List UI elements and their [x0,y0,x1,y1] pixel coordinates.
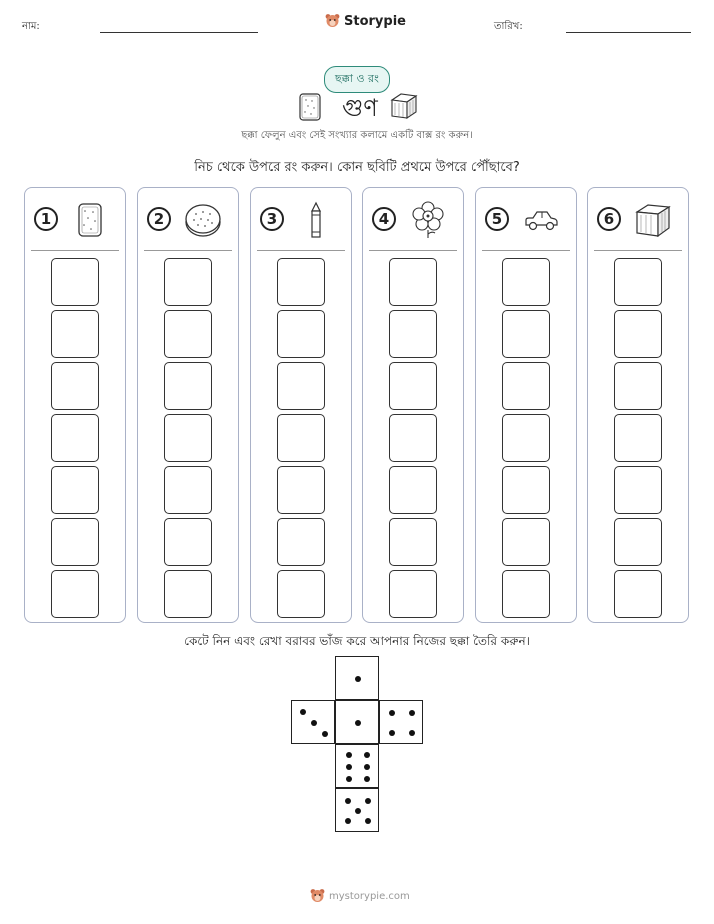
color-box[interactable] [502,258,550,306]
name-line[interactable] [100,32,258,33]
color-box[interactable] [51,362,99,410]
cookie-icon [184,201,222,239]
column-divider [144,250,232,251]
die-pip [300,709,306,715]
color-box[interactable] [502,310,550,358]
color-box[interactable] [164,414,212,462]
dice-column [587,187,689,623]
die-pip [364,752,370,758]
instruction-text: ছক্কা ফেলুন এবং সেই সংখ্যার কলামে একটি বাক্স রং করুন। [241,130,473,141]
color-box[interactable] [389,570,437,618]
color-box[interactable] [277,362,325,410]
question-text: নিচ থেকে উপরে রং করুন। কোন ছবিটি প্রথমে উপরে পৌঁছাবে? [194,160,520,175]
color-box[interactable] [277,466,325,514]
color-box[interactable] [164,362,212,410]
color-box[interactable] [164,258,212,306]
color-box[interactable] [51,570,99,618]
die-pip [345,798,351,804]
column-divider [369,250,457,251]
color-box[interactable] [614,258,662,306]
die-pip [355,808,361,814]
die-face [379,700,423,744]
color-box[interactable] [614,310,662,358]
bear-logo-icon [310,888,325,904]
color-box[interactable] [389,362,437,410]
die-pip [364,764,370,770]
die-pip [409,710,415,716]
color-box[interactable] [51,310,99,358]
column-number: 4 [372,207,396,231]
die-pip [364,776,370,782]
die-pip [389,730,395,736]
color-box[interactable] [164,466,212,514]
footer-url: mystorypie.com [329,890,410,902]
die-face [335,656,379,700]
color-box[interactable] [164,518,212,566]
color-box[interactable] [614,466,662,514]
color-box[interactable] [614,414,662,462]
color-box[interactable] [502,414,550,462]
page-title: গুণ [342,94,378,122]
footer [310,888,410,904]
car-icon [522,201,560,239]
column-number: 5 [485,207,509,231]
die-pip [389,710,395,716]
die-pip [355,720,361,726]
cracker-icon [71,201,109,239]
color-box[interactable] [51,258,99,306]
color-box[interactable] [277,258,325,306]
dice-column [137,187,239,623]
dice-column [475,187,577,623]
dice-column [362,187,464,623]
name-label: নাম: [22,21,40,32]
category-badge: ছক্কা ও রং [324,66,390,93]
brand-name: Storypie [344,13,406,29]
die-pip [355,676,361,682]
die-face [291,700,335,744]
column-number: 2 [147,207,171,231]
color-box[interactable] [389,310,437,358]
column-number: 1 [34,207,58,231]
brand-logo [325,13,406,29]
column-divider [257,250,345,251]
color-box[interactable] [164,570,212,618]
die-pip [346,752,352,758]
wooden-box-icon [389,91,419,121]
dice-column [24,187,126,623]
color-box[interactable] [164,310,212,358]
bear-logo-icon [325,13,340,29]
die-pip [346,764,352,770]
column-number: 6 [597,207,621,231]
die-pip [365,798,371,804]
color-box[interactable] [389,258,437,306]
color-box[interactable] [614,570,662,618]
color-box[interactable] [389,518,437,566]
dice-column [250,187,352,623]
color-box[interactable] [277,518,325,566]
color-box[interactable] [614,518,662,566]
color-box[interactable] [502,362,550,410]
color-box[interactable] [389,466,437,514]
flower-icon [409,201,447,239]
color-box[interactable] [614,362,662,410]
color-box[interactable] [502,518,550,566]
die-pip [365,818,371,824]
die-pip [409,730,415,736]
cut-instruction: কেটে নিন এবং রেখা বরাবর ভাঁজ করে আপনার নিজের ছক্কা তৈরি করুন। [184,634,530,648]
crayon-icon [297,201,335,239]
color-box[interactable] [51,466,99,514]
date-label: তারিখ: [494,21,523,32]
die-pip [322,731,328,737]
column-number: 3 [260,207,284,231]
color-box[interactable] [51,518,99,566]
die-face [335,700,379,744]
die-pip [311,720,317,726]
column-divider [482,250,570,251]
column-divider [31,250,119,251]
die-pip [345,818,351,824]
column-divider [594,250,682,251]
date-line[interactable] [566,32,691,33]
color-box[interactable] [277,414,325,462]
color-box[interactable] [389,414,437,462]
color-box[interactable] [502,570,550,618]
wooden-box-icon [634,201,672,239]
die-face [335,788,379,832]
color-box[interactable] [51,414,99,462]
color-box[interactable] [502,466,550,514]
die-face [335,744,379,788]
die-pip [346,776,352,782]
color-box[interactable] [277,570,325,618]
cracker-icon [298,92,322,122]
color-box[interactable] [277,310,325,358]
